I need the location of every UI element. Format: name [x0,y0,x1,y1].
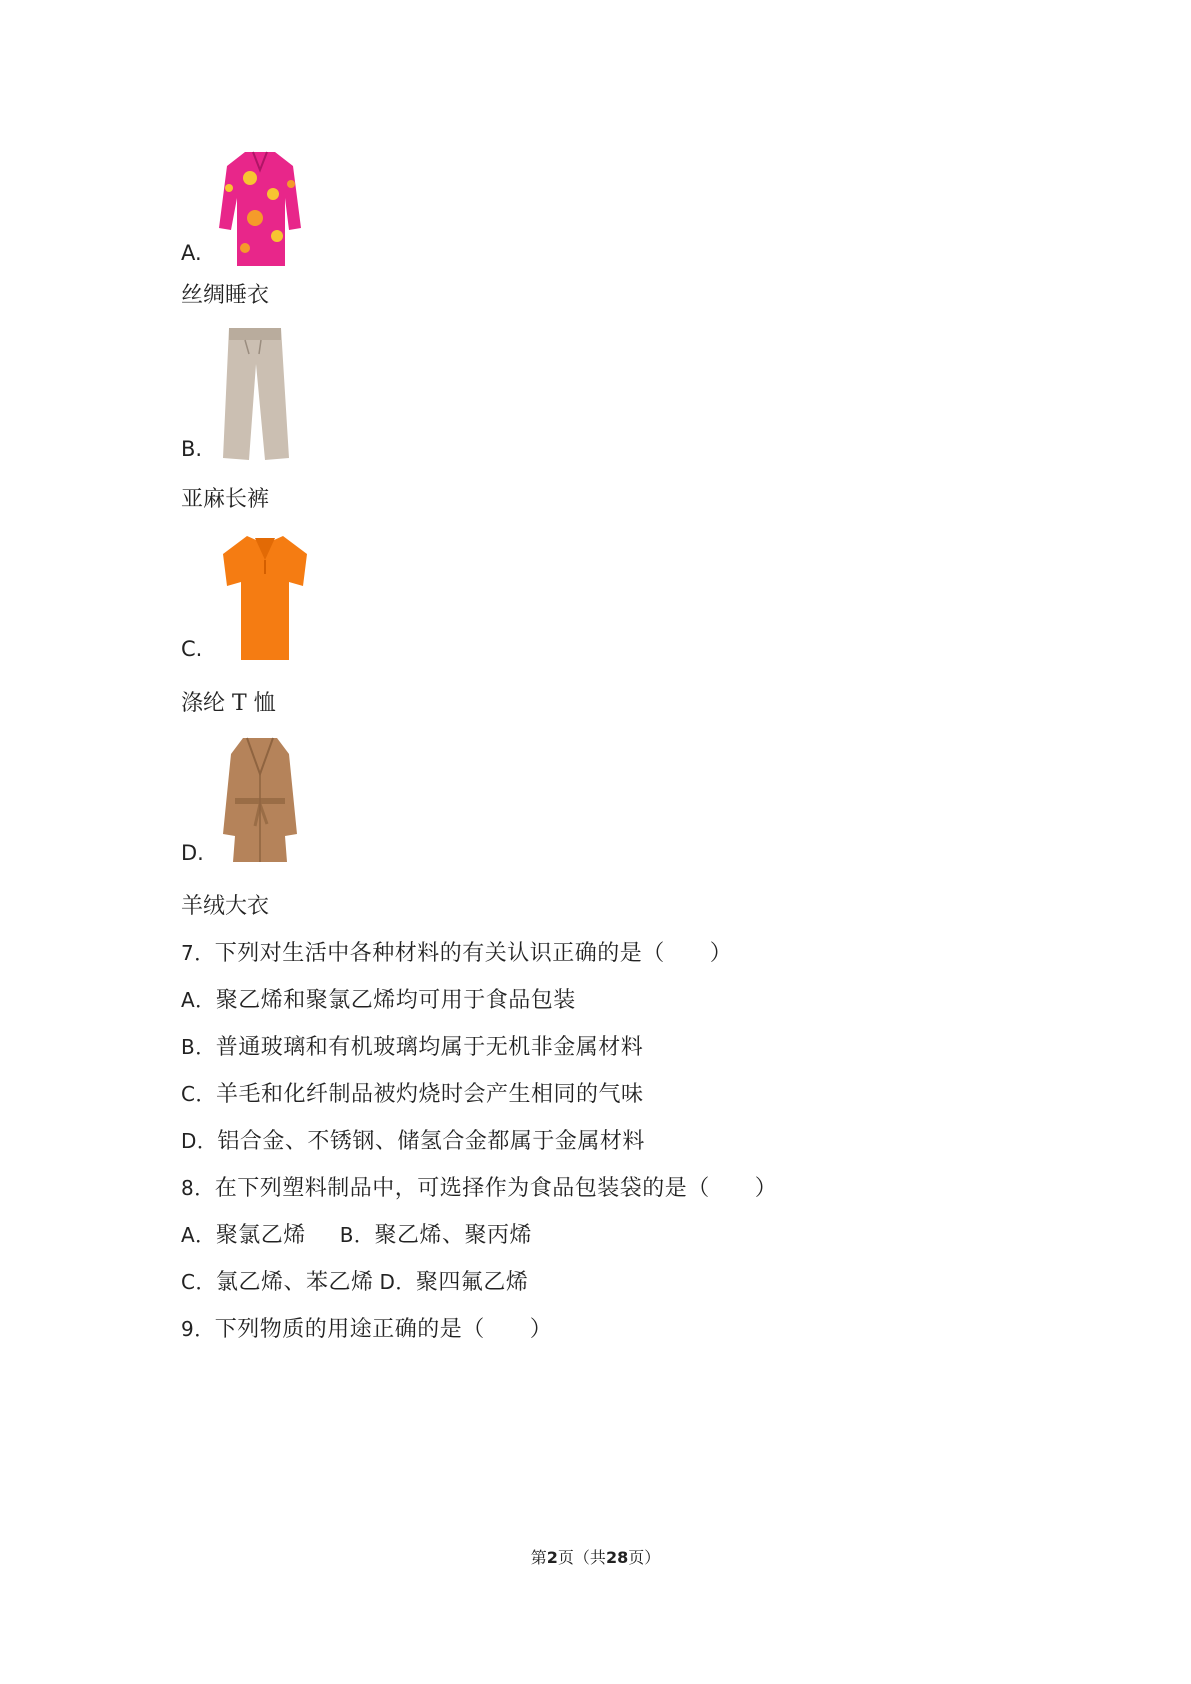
option-b-letter: B. [181,437,203,461]
question-text: 下列对生活中各种材料的有关认识正确的是（ ） [214,941,733,966]
option-text: 聚四氟乙烯 [415,1270,529,1295]
option-c-row [181,530,315,662]
question-7-stem [181,943,732,965]
polyester-tshirt-image [215,530,315,662]
option-text: 羊毛和化纤制品被灼烧时会产生相同的气味 [215,1082,644,1107]
total-page-count: 28 [605,1548,629,1567]
option-letter: A． [181,1223,216,1247]
option-text: 普通玻璃和有机玻璃均属于无机非金属材料 [215,1035,644,1060]
current-page-number: 2 [546,1548,558,1567]
question-9-stem [181,1319,552,1341]
option-text: 聚乙烯、聚丙烯 [374,1223,532,1248]
option-letter: D． [379,1270,416,1294]
q7-option-a [181,990,576,1012]
option-text: 聚氯乙烯 [215,1223,306,1248]
footer-prefix: 第 [530,1548,547,1567]
linen-pants-image [215,324,305,462]
option-d-row [181,734,305,866]
question-number: 7． [181,941,215,965]
option-letter: C． [181,1082,216,1106]
option-c-caption: 涤纶 T 恤 [181,691,276,716]
option-letter: D． [181,1129,218,1153]
option-b-row [181,324,305,462]
q7-option-b [181,1037,643,1059]
silk-pajama-image [215,148,305,266]
page-footer [0,1545,1191,1568]
option-text: 聚乙烯和聚氯乙烯均可用于食品包装 [215,988,576,1013]
question-text: 下列物质的用途正确的是（ ） [214,1317,553,1342]
option-letter: A． [181,988,216,1012]
question-number: 8． [181,1176,215,1200]
option-letter: C． [181,1270,216,1294]
question-number: 9． [181,1317,215,1341]
cashmere-coat-image [215,734,305,866]
option-a-row [181,148,305,266]
option-c-letter: C. [181,637,203,661]
option-letter: B． [181,1035,216,1059]
footer-middle: 页（共 [557,1548,606,1567]
option-d-caption: 羊绒大衣 [181,894,270,919]
option-d-letter: D. [181,841,204,865]
question-text: 在下列塑料制品中，可选择作为食品包装袋的是（ ） [214,1176,778,1201]
option-a-letter: A. [181,241,202,265]
q7-option-c [181,1084,643,1106]
option-letter: B． [339,1223,375,1247]
q8-options-row-2 [181,1272,528,1294]
footer-suffix: 页） [628,1548,661,1567]
question-8-stem [181,1178,777,1200]
option-text: 铝合金、不锈钢、储氢合金都属于金属材料 [217,1129,645,1154]
q8-options-row-1 [181,1225,532,1247]
option-text: 氯乙烯、苯乙烯 [215,1270,374,1295]
q7-option-d [181,1131,645,1153]
option-a-caption: 丝绸睡衣 [181,283,270,308]
option-b-caption: 亚麻长裤 [181,487,270,512]
